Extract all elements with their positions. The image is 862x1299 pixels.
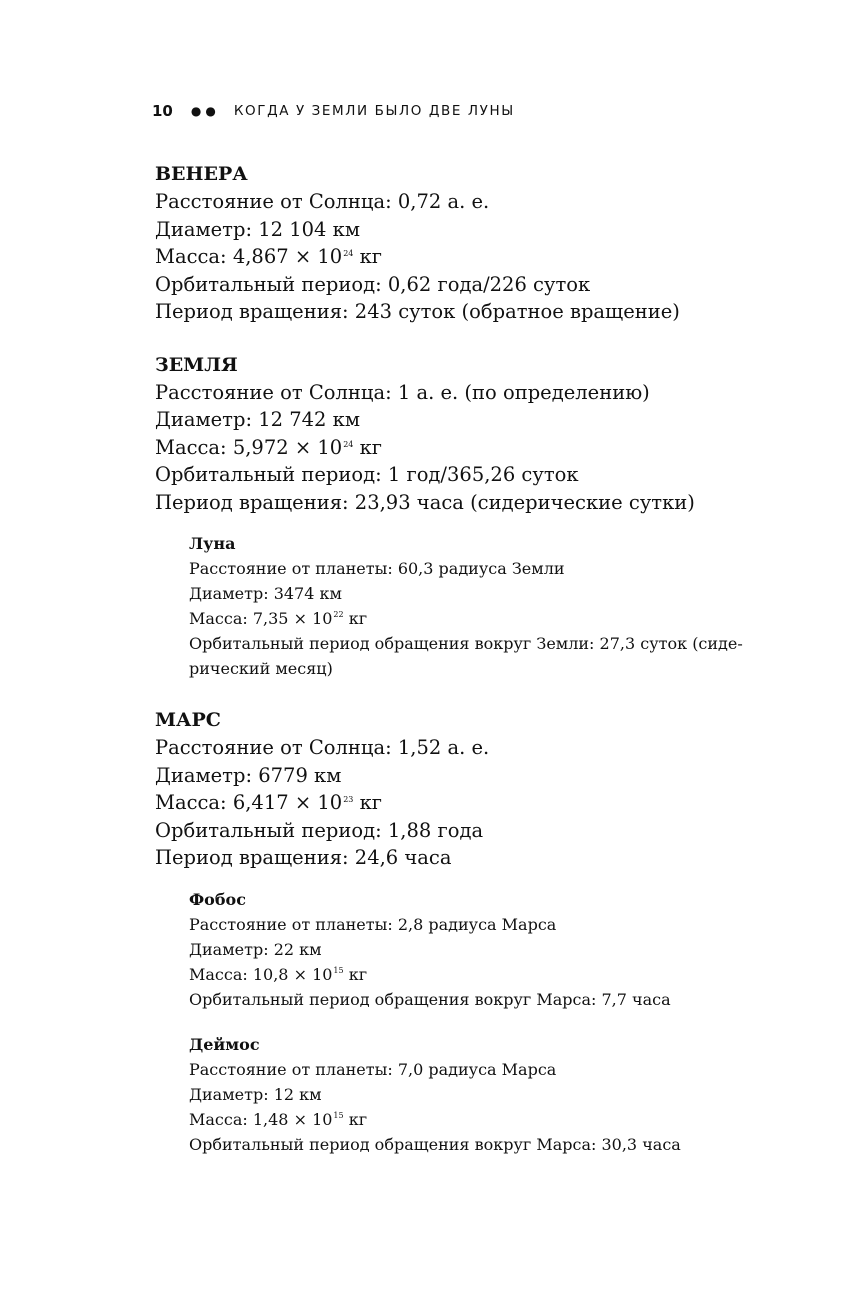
planet-fact-text: Масса: 5,972 × 10 <box>155 435 343 459</box>
planet-fact <box>155 734 795 762</box>
moon-fact <box>189 581 795 606</box>
moon-title: Деймос <box>189 1034 260 1054</box>
planet-section <box>155 160 795 326</box>
planet-fact <box>155 271 795 299</box>
moon-fact <box>189 937 795 962</box>
moon-fact-text: Диаметр: 22 км <box>189 939 322 959</box>
planet-fact <box>155 243 795 271</box>
moon-fact <box>189 631 795 656</box>
unit: кг <box>343 1109 368 1129</box>
unit: кг <box>353 435 382 459</box>
planet-fact <box>155 817 795 845</box>
planet-fact <box>155 188 795 216</box>
planet-fact <box>155 762 795 790</box>
planet-fact <box>155 379 795 407</box>
planet-fact-text: Масса: 6,417 × 10 <box>155 791 343 814</box>
moon-fact <box>189 656 795 681</box>
planet-title: ЗЕМЛЯ <box>155 353 238 376</box>
moon-fact <box>189 1107 795 1132</box>
moon-fact <box>189 606 795 631</box>
planet-title: МАРС <box>155 709 221 731</box>
planet-fact-text: Орбитальный период: 1,88 года <box>155 818 484 842</box>
page-body <box>155 160 795 1182</box>
planet-fact-text: Период вращения: 243 суток (обратное вращение) <box>155 300 680 323</box>
moon-fact <box>189 962 795 987</box>
planet-fact-text: Орбитальный период: 0,62 года/226 суток <box>155 272 591 296</box>
planet-fact <box>155 844 795 872</box>
moon-fact-text: Диаметр: 3474 км <box>189 584 342 603</box>
moon-fact <box>189 1057 795 1082</box>
planet-section <box>155 351 795 682</box>
unit: кг <box>343 609 368 628</box>
planet-fact <box>155 298 795 326</box>
planet-fact <box>155 216 795 244</box>
exponent: 15 <box>333 1110 344 1120</box>
moon-fact <box>189 912 795 937</box>
moon-fact-text: Расстояние от планеты: 60,3 радиуса Земли <box>189 559 565 578</box>
planet-fact <box>155 489 795 517</box>
planet-fact <box>155 434 795 462</box>
running-title: КОГДА У ЗЕМЛИ БЫЛО ДВЕ ЛУНЫ <box>233 103 515 119</box>
moon-fact <box>189 556 795 581</box>
exponent: 24 <box>343 439 354 449</box>
exponent: 15 <box>333 965 344 975</box>
moon-fact <box>189 1132 795 1157</box>
planet-fact <box>155 406 795 434</box>
moon-fact-text: Масса: 1,48 × 10 <box>189 1109 333 1129</box>
page-number: 10 <box>152 102 173 120</box>
planet-title: ВЕНЕРА <box>155 163 248 185</box>
unit: кг <box>353 791 382 814</box>
planet-fact-text: Диаметр: 6779 км <box>155 763 342 787</box>
moon-block <box>189 887 795 1012</box>
moon-fact <box>189 987 795 1012</box>
planet-fact-text: Расстояние от Солнца: 0,72 а. е. <box>155 190 490 213</box>
running-header <box>152 100 515 122</box>
planet-fact-text: Расстояние от Солнца: 1 а. е. (по определению) <box>155 380 650 404</box>
planet-fact-text: Период вращения: 23,93 часа (сидерические сутки) <box>155 490 695 514</box>
moon-fact-text: Диаметр: 12 км <box>189 1084 322 1104</box>
unit: кг <box>353 245 382 268</box>
planet-fact-text: Диаметр: 12 104 км <box>155 217 361 241</box>
exponent: 24 <box>343 249 354 258</box>
moon-fact-text: Расстояние от планеты: 2,8 радиуса Марса <box>189 914 557 934</box>
moon-fact-text: Масса: 7,35 × 10 <box>189 609 333 628</box>
exponent: 23 <box>343 795 354 804</box>
planet-fact-text: Орбитальный период: 1 год/365,26 суток <box>155 463 579 486</box>
planet-section <box>155 706 795 1157</box>
moon-fact-text: Орбитальный период обращения вокруг Марса: 7,7 часа <box>189 989 671 1009</box>
planet-fact <box>155 789 795 817</box>
moon-block <box>189 531 795 681</box>
moon-fact-text: Масса: 10,8 × 10 <box>189 964 333 984</box>
planet-fact-text: Масса: 4,867 × 10 <box>155 245 343 268</box>
moon-block <box>189 1032 795 1157</box>
moon-fact <box>189 1082 795 1107</box>
planet-fact-text: Период вращения: 24,6 часа <box>155 846 452 869</box>
planet-fact <box>155 461 795 489</box>
moon-title: Луна <box>189 534 236 553</box>
moon-fact-text: рический месяц) <box>189 659 333 678</box>
header-dots: ●● <box>190 104 220 118</box>
planet-fact-text: Расстояние от Солнца: 1,52 а. е. <box>155 736 490 759</box>
moon-title: Фобос <box>189 889 246 909</box>
planet-fact-text: Диаметр: 12 742 км <box>155 408 361 431</box>
exponent: 22 <box>333 610 344 619</box>
unit: кг <box>343 964 368 984</box>
moon-fact-text: Расстояние от планеты: 7,0 радиуса Марса <box>189 1059 557 1079</box>
moon-fact-text: Орбитальный период обращения вокруг Марса: 30,3 часа <box>189 1134 681 1154</box>
moon-fact-text: Орбитальный период обращения вокруг Земли: 27,3 суток (сиде- <box>189 634 743 653</box>
